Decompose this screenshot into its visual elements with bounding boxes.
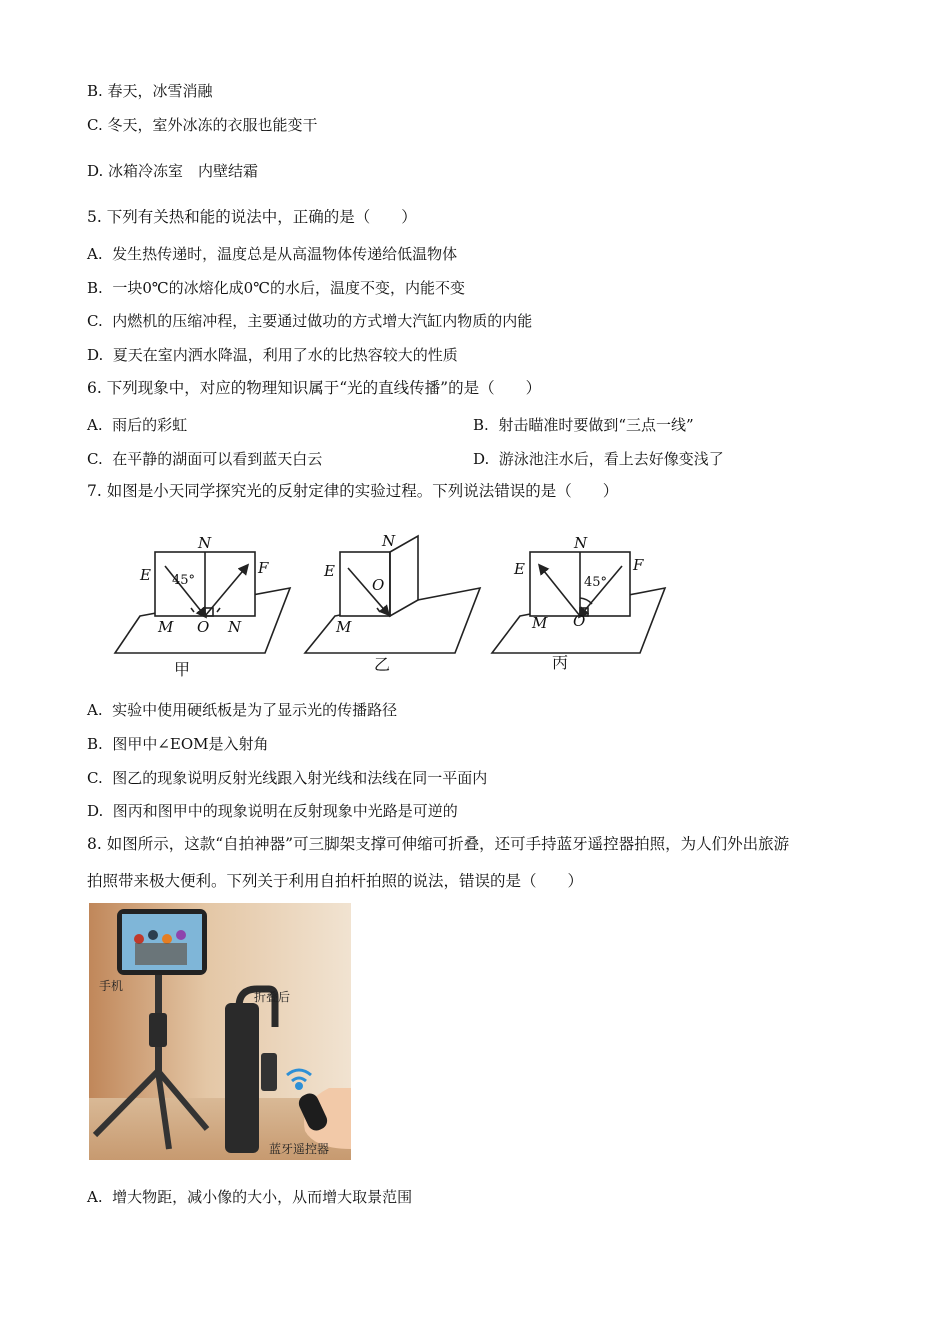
option-6c: C. 在平静的湖面可以看到蓝天白云 [87,450,323,468]
option-5a: A. 发生热传递时，温度总是从高温物体传递给低温物体 [87,245,458,263]
label-n2-jia: N [228,618,242,636]
panel-caption-jia: 甲 [174,660,191,679]
option-5b: B. 一块0℃的冰熔化成0℃的水后，温度不变，内能不变 [87,279,465,297]
label-o-jia: O [197,618,210,636]
option-6b: B. 射击瞄准时要做到“三点一线” [473,416,694,434]
option-8a: A. 增大物距，减小像的大小，从而增大取景范围 [87,1188,413,1206]
label-e-bing: E [514,560,525,578]
option-5d: D. 夏天在室内洒水降温，利用了水的比热容较大的性质 [87,346,458,364]
label-m-jia: M [158,618,174,636]
option-5c: C. 内燃机的压缩冲程，主要通过做功的方式增大汽缸内物质的内能 [87,312,533,330]
question-5: 5. 下列有关热和能的说法中，正确的是（ ） [87,208,417,226]
label-n-jia: N [198,534,212,552]
panel-yi-diagram [305,536,480,653]
question-8-line-2: 拍照带来极大便利。下列关于利用自拍杆拍照的说法，错误的是（ ） [87,872,584,890]
question-6: 6. 下列现象中，对应的物理知识属于“光的直线传播”的是（ ） [87,379,542,397]
reflection-experiment-figure [100,528,680,688]
label-folded: 折叠后 [254,990,291,1004]
question-8-line-1: 8. 如图所示，这款“自拍神器”可三脚架支撑可伸缩可折叠，还可手持蓝牙遥控器拍照，为人们外出旅游 [87,835,790,853]
panel-caption-yi: 乙 [374,655,391,674]
angle-jia: 45° [172,573,196,588]
label-o-yi: O [372,576,385,594]
label-e-jia: E [140,566,151,584]
option-4c: C. 冬天，室外冰冻的衣服也能变干 [87,116,318,134]
label-remote: 蓝牙遥控器 [269,1142,330,1156]
label-m-bing: M [532,614,548,632]
option-4d: D. 冰箱冷冻室 内壁结霜 [87,162,259,180]
option-7b: B. 图甲中∠EOM是入射角 [87,735,269,753]
label-e-yi: E [324,562,335,580]
option-7d: D. 图丙和图甲中的现象说明在反射现象中光路是可逆的 [87,802,458,820]
option-6d: D. 游泳池注水后，看上去好像变浅了 [473,450,724,468]
label-o-bing: O [573,612,586,630]
label-n-bing: N [574,534,588,552]
question-7: 7. 如图是小天同学探究光的反射定律的实验过程。下列说法错误的是（ ） [87,482,619,500]
option-7c: C. 图乙的现象说明反射光线跟入射光线和法线在同一平面内 [87,769,488,787]
panel-caption-bing: 丙 [552,653,569,672]
label-f-jia: F [258,559,269,577]
label-n-yi: N [382,532,396,550]
angle-bing: 45° [584,575,608,590]
option-7a: A. 实验中使用硬纸板是为了显示光的传播路径 [87,701,398,719]
label-m-yi: M [336,618,352,636]
label-f-bing: F [633,556,644,574]
option-6a: A. 雨后的彩虹 [87,416,188,434]
option-4b: B. 春天，冰雪消融 [87,82,213,100]
selfie-stick-photo [89,903,351,1160]
label-phone: 手机 [99,979,124,993]
